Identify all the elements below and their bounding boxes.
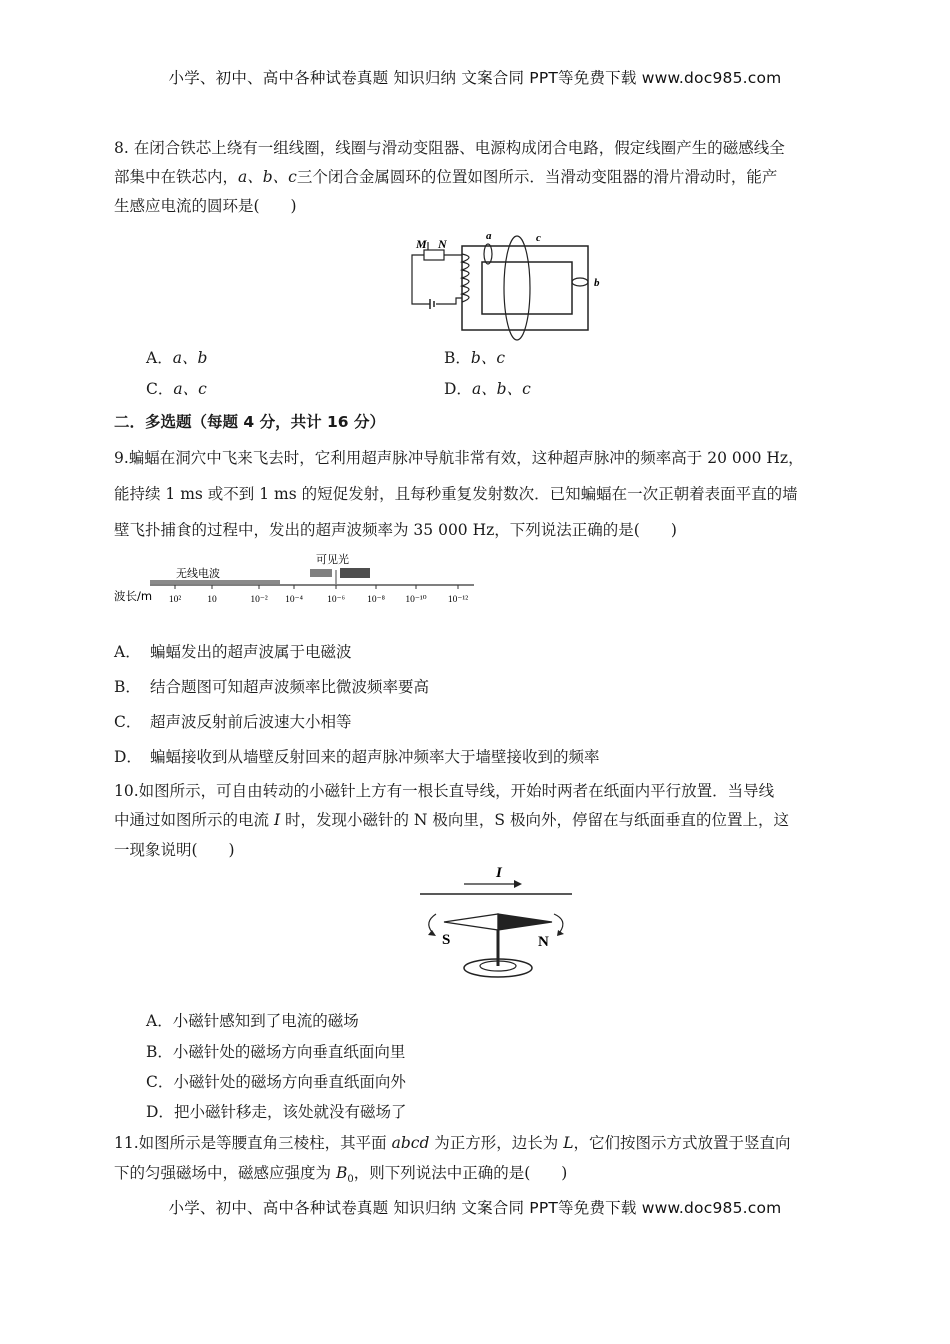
current-label: I <box>496 865 502 881</box>
q9-spectrum-figure <box>114 550 484 610</box>
q11-line-2 <box>114 1161 567 1185</box>
ring-b <box>572 278 588 286</box>
q9-option-b[interactable] <box>114 675 429 697</box>
option-text: 把小磁针移走，该处就没有磁场了 <box>173 1103 407 1121</box>
q10-option-b[interactable] <box>146 1040 405 1062</box>
q8-line-2-text-a: 部集中在铁芯内， <box>114 168 239 186</box>
page-header: 小学、初中、高中各种试卷真题 知识归纳 文案合同 PPT等免费下载 www.doc985.com <box>168 69 782 87</box>
q10-compass-figure <box>418 862 578 982</box>
q8-ring-vars: a、b、c <box>238 168 297 186</box>
option-key: A． <box>146 349 173 367</box>
iron-core-outer <box>462 246 588 330</box>
wire-left <box>412 255 430 304</box>
radio-label: 无线电波 <box>176 567 220 580</box>
q11-text-a: 11.如图所示是等腰直角三棱柱，其平面 <box>114 1134 392 1152</box>
option-key: D． <box>114 748 142 766</box>
q9-line-1: 9.蝙蝠在洞穴中飞来飞去时，它利用超声脉冲导航非常有效，这种超声脉冲的频率高于 20 000 Hz， <box>114 449 804 467</box>
option-text: 蝙蝠接收到从墙壁反射回来的超声脉冲频率大于墙壁接收到的频率 <box>150 748 600 766</box>
option-key: D． <box>444 380 472 398</box>
label-a: a <box>486 230 492 242</box>
q10-line-3: 一现象说明( ) <box>114 841 235 859</box>
wire-bottom <box>436 298 462 304</box>
q10-line-2-text-b: 时，发现小磁针的 N 极向里，S 极向外，停留在与纸面垂直的位置上，这 <box>280 811 789 829</box>
label-m: M <box>416 237 427 251</box>
q8-line-2 <box>114 165 777 187</box>
q11-text-c: ，它们按图示方式放置于竖直向 <box>573 1134 791 1152</box>
option-key: C． <box>146 1073 174 1091</box>
rotate-arrow-left <box>429 914 436 932</box>
label-s: S <box>442 932 451 948</box>
side-length-var: L <box>563 1134 574 1152</box>
spectrum-band-right <box>340 568 370 578</box>
label-c: c <box>536 232 541 244</box>
option-text: a、b、c <box>471 380 531 398</box>
option-key: D． <box>146 1103 174 1121</box>
q11-text-e: ，则下列说法中正确的是( ) <box>353 1164 568 1182</box>
option-text: a、c <box>173 380 207 398</box>
q10-line-2-text-a: 中通过如图所示的电流 <box>114 811 274 829</box>
section-heading: 二．多选题（每题 4 分，共计 16 分） <box>114 413 385 431</box>
visible-label: 可见光 <box>316 553 349 566</box>
option-key: B． <box>114 678 141 696</box>
ring-a <box>484 244 492 264</box>
plane-var: abcd <box>391 1134 430 1152</box>
option-key: C． <box>114 713 142 731</box>
q8-option-a[interactable] <box>146 346 207 368</box>
q9-option-c[interactable] <box>114 710 352 732</box>
rotate-arrow-right <box>554 914 563 932</box>
field-var: B <box>335 1164 348 1182</box>
q11-line-1 <box>114 1131 791 1153</box>
q8-line-1: 8. 在闭合铁芯上绕有一组线圈，线圈与滑动变阻器、电源构成闭合电路，假定线圈产生的磁感线全 <box>114 139 785 157</box>
coil <box>462 254 469 302</box>
radio-band <box>150 580 280 584</box>
q8-circuit-figure <box>400 230 600 340</box>
option-key: C． <box>146 380 174 398</box>
page-footer: 小学、初中、高中各种试卷真题 知识归纳 文案合同 PPT等免费下载 www.doc985.com <box>168 1199 782 1217</box>
tick-label: 10⁻⁸ <box>367 595 385 605</box>
field-var-sub: 0 <box>347 1174 354 1186</box>
q10-option-d[interactable] <box>146 1100 406 1122</box>
q11-text-d: 下的匀强磁场中，磁感应强度为 <box>114 1164 336 1182</box>
option-key: B． <box>146 1043 173 1061</box>
option-text: a、b <box>172 349 208 367</box>
spectrum-band-left <box>310 569 332 577</box>
option-text: 结合题图可知超声波频率比微波频率要高 <box>150 678 430 696</box>
q8-line-3: 生感应电流的圆环是( ) <box>114 197 297 215</box>
q8-option-b[interactable] <box>444 346 505 368</box>
q10-line-1: 10.如图所示，可自由转动的小磁针上方有一根长直导线，开始时两者在纸面内平行放置．当导线 <box>114 782 775 800</box>
axis-label: 波长/m <box>114 589 153 603</box>
q9-line-3: 壁飞扑捕食的过程中，发出的超声波频率为 35 000 Hz，下列说法正确的是( ) <box>114 521 677 539</box>
option-key: B． <box>444 349 471 367</box>
q8-line-2-text-b: 三个闭合金属圆环的位置如图所示．当滑动变阻器的滑片滑动时，能产 <box>296 168 778 186</box>
q9-line-2: 能持续 1 ms 或不到 1 ms 的短促发射，且每秒重复发射数次．已知蝙蝠在一次正朝着表面平直的墙 <box>114 485 798 503</box>
label-b: b <box>594 277 600 289</box>
label-n: N <box>538 934 549 950</box>
q9-option-a[interactable] <box>114 640 352 662</box>
current-arrowhead <box>514 880 522 888</box>
option-key: A． <box>146 1012 173 1030</box>
tick-label: 10 <box>207 595 217 605</box>
option-key: A． <box>114 643 141 661</box>
current-var: I <box>273 811 281 829</box>
option-text: 小磁针处的磁场方向垂直纸面向外 <box>173 1073 406 1091</box>
q10-line-2 <box>114 808 789 830</box>
q8-option-d[interactable] <box>444 377 531 399</box>
needle-north <box>498 914 552 930</box>
tick-label: 10⁻¹² <box>447 595 469 605</box>
option-text: 蝙蝠发出的超声波属于电磁波 <box>150 643 352 661</box>
q9-option-d[interactable] <box>114 745 600 767</box>
q10-option-c[interactable] <box>146 1070 406 1092</box>
tick-label: 10⁻⁶ <box>327 595 345 605</box>
tick-label: 10⁻⁴ <box>285 595 303 605</box>
option-text: b、c <box>470 349 505 367</box>
rotate-arrow-left-head <box>428 930 436 936</box>
tick-label: 10² <box>168 595 182 605</box>
needle-south <box>444 914 498 930</box>
q8-option-c[interactable] <box>146 377 207 399</box>
option-text: 超声波反射前后波速大小相等 <box>150 713 352 731</box>
option-text: 小磁针感知到了电流的磁场 <box>172 1012 359 1030</box>
option-text: 小磁针处的磁场方向垂直纸面向里 <box>172 1043 406 1061</box>
label-n: N <box>438 237 447 251</box>
tick-label: 10⁻² <box>250 595 268 605</box>
rheostat <box>424 250 444 260</box>
ring-c <box>504 236 530 340</box>
q11-text-b: 为正方形，边长为 <box>429 1134 564 1152</box>
tick-label: 10⁻¹⁰ <box>405 595 427 605</box>
iron-core-inner <box>482 262 572 314</box>
q10-option-a[interactable] <box>146 1009 359 1031</box>
